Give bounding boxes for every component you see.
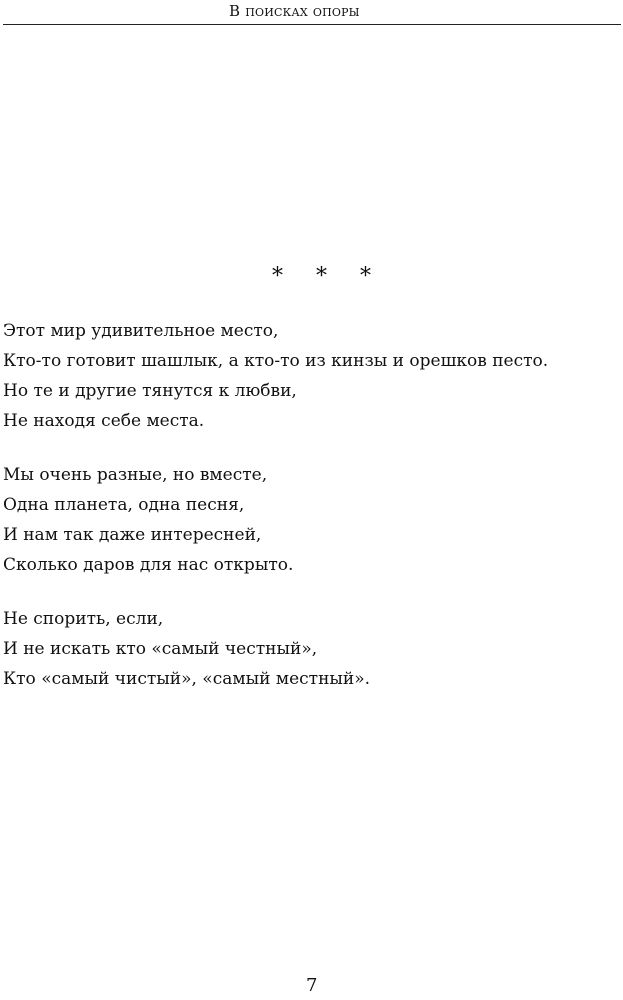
running-header: [0, 0, 623, 26]
header-rule: [3, 24, 621, 25]
poem-line: Не спорить, если,: [3, 609, 164, 629]
poem-line: Кто «самый чистый», «самый местный».: [3, 669, 371, 689]
poem-line: Сколько даров для нас открыто.: [3, 555, 294, 575]
poem-line: Этот мир удивительное место,: [3, 321, 279, 341]
poem-line: И не искать кто «самый честный»,: [3, 639, 318, 659]
stanza-3: [3, 604, 618, 694]
poem-line: Но те и другие тянутся к любви,: [3, 381, 297, 401]
page-number: 7: [306, 975, 318, 996]
poem-line: Кто-то готовит шашлык, а кто-то из кинзы и орешков песто.: [3, 351, 549, 371]
poem-line: Не находя себе места.: [3, 411, 205, 431]
section-ornament: * * *: [272, 264, 384, 289]
poem-line: И нам так даже интересней,: [3, 525, 262, 545]
poem-body: [3, 316, 618, 718]
poem-line: Одна планета, одна песня,: [3, 495, 245, 515]
poem-line: Мы очень разные, но вместе,: [3, 465, 268, 485]
stanza-1: [3, 316, 618, 436]
running-title: В поисках опоры: [229, 2, 360, 20]
stanza-2: [3, 460, 618, 580]
